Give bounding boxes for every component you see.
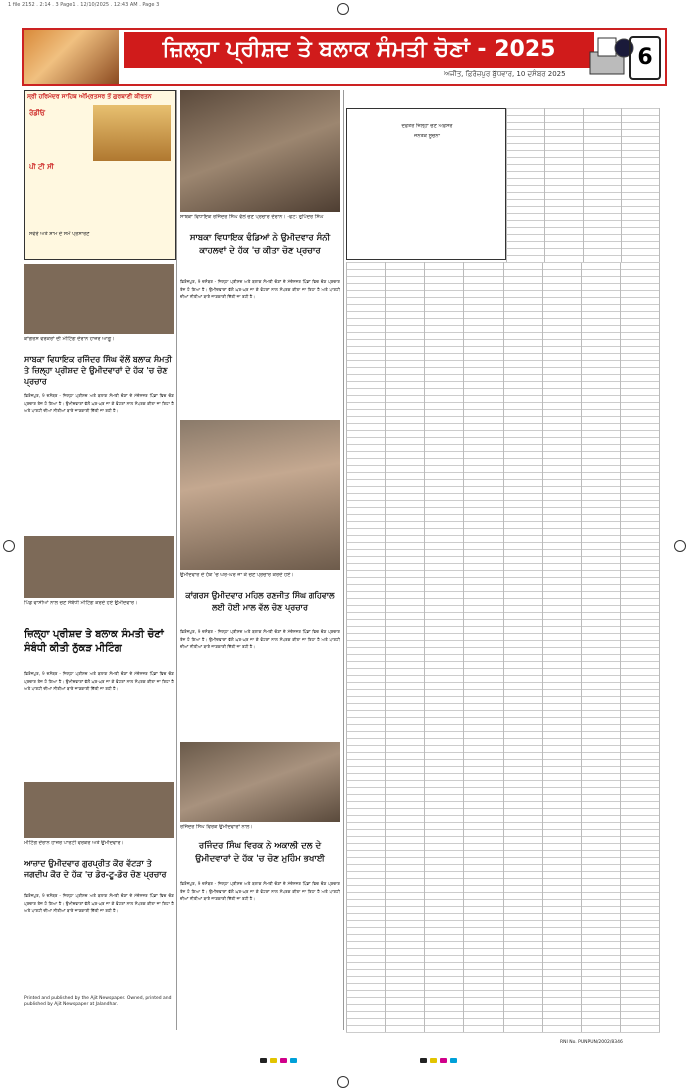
swatch: [430, 1058, 437, 1063]
rni-number: RNI No. PUNPUN/2002/8346: [560, 1040, 623, 1045]
election-results-table: [506, 108, 660, 262]
color-bar: [260, 1058, 297, 1063]
registration-mark-icon: [337, 3, 349, 15]
photo-door-to-door: [180, 420, 340, 570]
caption: ਪਿੰਡ ਵਾਸੀਆਂ ਨਾਲ ਚੋਣ ਸੰਬੰਧੀ ਮੀਟਿੰਗ ਕਰਦੇ ਹੋਏ ਉਮੀਦਵਾਰ।: [24, 600, 138, 606]
ballot-box-icon: [584, 34, 634, 78]
masthead: [22, 28, 667, 86]
color-bar: [420, 1058, 457, 1063]
table-column-rule: [463, 262, 464, 1032]
photo-akali-candidates: [180, 742, 340, 822]
table-column-rule: [620, 262, 621, 1032]
table-column-rule: [581, 262, 582, 1032]
swatch: [420, 1058, 427, 1063]
table-column-rule: [659, 108, 660, 262]
article-body: ਫ਼ਿਰੋਜ਼ਪੁਰ, 9 ਦਸੰਬਰ - ਜ਼ਿਲ੍ਹਾ ਪ੍ਰੀਸ਼ਦ ਅਤੇ ਬਲਾਕ ਸੰਮਤੀ ਚੋਣਾਂ ਦੇ ਮੱਦੇਨਜ਼ਰ ਪਿੰਡਾਂ ਵਿਚ ਚੋਣ ਪ੍ਰਚਾਰ ਤੇਜ਼ ਹੋ ਗਿਆ ਹੈ। ਉਮੀਦਵਾਰਾਂ ਵੱਲੋਂ ਘਰ-ਘਰ ਜਾ ਕੇ ਵੋਟਰਾਂ ਨਾਲ ਸੰਪਰਕ ਕੀਤਾ ਜਾ ਰਿਹਾ ਹੈ ਅਤੇ ਪਾਰਟੀ ਦੀਆਂ ਨੀਤੀਆਂ ਬਾਰੇ ਜਾਣਕਾਰੀ ਦਿੱਤੀ ਜਾ ਰਹੀ ਹੈ।: [24, 893, 174, 913]
swatch: [440, 1058, 447, 1063]
table-column-rule: [424, 262, 425, 1032]
advertisement-box: [24, 90, 176, 260]
election-results-table: [346, 262, 660, 1032]
ad-label-ptc: ਪੀ ਟੀ ਸੀ: [29, 163, 54, 171]
headline: ਜ਼ਿਲ੍ਹਾ ਪ੍ਰੀਸ਼ਦ ਤੇ ਬਲਾਕ ਸੰਮਤੀ ਚੋਣਾਂ ਸੰਬੰਧੀ ਕੀਤੀ ਨੁੱਕੜ ਮੀਟਿੰਗ: [24, 629, 164, 654]
masthead-title: ਜ਼ਿਲ੍ਹਾ ਪ੍ਰੀਸ਼ਦ ਤੇ ਬਲਾਕ ਸੰਮਤੀ ਚੋਣਾਂ - 2025: [124, 32, 594, 68]
swatch: [270, 1058, 277, 1063]
notice-header: ਦਫ਼ਤਰ ਜ਼ਿਲ੍ਹਾ ਚੋਣ ਅਫ਼ਸਰ: [401, 123, 453, 129]
page-number: 6: [629, 36, 661, 80]
table-column-rule: [385, 262, 386, 1032]
registration-mark-icon: [3, 540, 15, 552]
swatch: [450, 1058, 457, 1063]
caption: ਰਜਿੰਦਰ ਸਿੰਘ ਵਿਰਕ ਉਮੀਦਵਾਰਾਂ ਨਾਲ।: [180, 824, 253, 830]
headline: ਆਜ਼ਾਦ ਉਮੀਦਵਾਰ ਗੁਰਪ੍ਰੀਤ ਕੌਰ ਵੱਟੜਾ ਤੇ ਜਗਦੀਪ ਕੌਰ ਦੇ ਹੱਕ 'ਚ ਡੋਰ-ਟੂ-ਡੋਰ ਚੋਣ ਪ੍ਰਚਾਰ: [24, 859, 167, 879]
slug-line: 1 file 2152 . 2:14 . 3 Page1 . 12/10/2025 . 12:43 AM . Page 3: [8, 2, 160, 8]
caption: ਉਮੀਦਵਾਰ ਦੇ ਹੱਕ 'ਚ ਘਰ-ਘਰ ਜਾ ਕੇ ਚੋਣ ਪ੍ਰਚਾਰ ਕਰਦੇ ਹੋਏ।: [180, 572, 294, 578]
caption: ਕਾਂਗਰਸ ਵਰਕਰਾਂ ਦੀ ਮੀਟਿੰਗ ਦੌਰਾਨ ਹਾਜ਼ਰ ਆਗੂ।: [24, 336, 115, 342]
notice-subheader: ਜਨਤਕ ਸੂਚਨਾ: [414, 133, 440, 139]
article-body: ਫ਼ਿਰੋਜ਼ਪੁਰ, 9 ਦਸੰਬਰ - ਜ਼ਿਲ੍ਹਾ ਪ੍ਰੀਸ਼ਦ ਅਤੇ ਬਲਾਕ ਸੰਮਤੀ ਚੋਣਾਂ ਦੇ ਮੱਦੇਨਜ਼ਰ ਪਿੰਡਾਂ ਵਿਚ ਚੋਣ ਪ੍ਰਚਾਰ ਤੇਜ਼ ਹੋ ਗਿਆ ਹੈ। ਉਮੀਦਵਾਰਾਂ ਵੱਲੋਂ ਘਰ-ਘਰ ਜਾ ਕੇ ਵੋਟਰਾਂ ਨਾਲ ਸੰਪਰਕ ਕੀਤਾ ਜਾ ਰਿਹਾ ਹੈ ਅਤੇ ਪਾਰਟੀ ਦੀਆਂ ਨੀਤੀਆਂ ਬਾਰੇ ਜਾਣਕਾਰੀ ਦਿੱਤੀ ਜਾ ਰਹੀ ਹੈ।: [24, 671, 174, 691]
table-column-rule: [583, 108, 584, 262]
table-column-rule: [503, 262, 504, 1032]
public-notice: [346, 108, 506, 260]
table-rule: [346, 1032, 660, 1033]
ad-note: ਸਵੇਰੇ ਅਤੇ ਸ਼ਾਮ ਦੇ ਸਮੇਂ ਪ੍ਰਸਾਰਣ: [29, 231, 90, 237]
photo-village-meeting: [24, 536, 174, 598]
table-column-rule: [346, 262, 347, 1032]
headline: ਸਾਬਕਾ ਵਿਧਾਇਕ ਢੰਡਿਆਂ ਨੇ ਉਮੀਦਵਾਰ ਸੰਨੀ ਕਾਹਲਵਾਂ ਦੇ ਹੱਕ 'ਚ ਕੀਤਾ ਚੋਣ ਪ੍ਰਚਾਰ: [189, 233, 331, 256]
caption: ਮੀਟਿੰਗ ਦੌਰਾਨ ਹਾਜ਼ਰ ਪਾਰਟੀ ਵਰਕਰ ਅਤੇ ਉਮੀਦਵਾਰ।: [24, 840, 124, 846]
swatch: [260, 1058, 267, 1063]
golden-temple-photo: [93, 105, 171, 161]
article-body: ਫ਼ਿਰੋਜ਼ਪੁਰ, 9 ਦਸੰਬਰ - ਜ਼ਿਲ੍ਹਾ ਪ੍ਰੀਸ਼ਦ ਅਤੇ ਬਲਾਕ ਸੰਮਤੀ ਚੋਣਾਂ ਦੇ ਮੱਦੇਨਜ਼ਰ ਪਿੰਡਾਂ ਵਿਚ ਚੋਣ ਪ੍ਰਚਾਰ ਤੇਜ਼ ਹੋ ਗਿਆ ਹੈ। ਉਮੀਦਵਾਰਾਂ ਵੱਲੋਂ ਘਰ-ਘਰ ਜਾ ਕੇ ਵੋਟਰਾਂ ਨਾਲ ਸੰਪਰਕ ਕੀਤਾ ਜਾ ਰਿਹਾ ਹੈ ਅਤੇ ਪਾਰਟੀ ਦੀਆਂ ਨੀਤੀਆਂ ਬਾਰੇ ਜਾਣਕਾਰੀ ਦਿੱਤੀ ਜਾ ਰਹੀ ਹੈ।: [180, 629, 340, 649]
table-column-rule: [621, 108, 622, 262]
article-body: ਫ਼ਿਰੋਜ਼ਪੁਰ, 9 ਦਸੰਬਰ - ਜ਼ਿਲ੍ਹਾ ਪ੍ਰੀਸ਼ਦ ਅਤੇ ਬਲਾਕ ਸੰਮਤੀ ਚੋਣਾਂ ਦੇ ਮੱਦੇਨਜ਼ਰ ਪਿੰਡਾਂ ਵਿਚ ਚੋਣ ਪ੍ਰਚਾਰ ਤੇਜ਼ ਹੋ ਗਿਆ ਹੈ। ਉਮੀਦਵਾਰਾਂ ਵੱਲੋਂ ਘਰ-ਘਰ ਜਾ ਕੇ ਵੋਟਰਾਂ ਨਾਲ ਸੰਪਰਕ ਕੀਤਾ ਜਾ ਰਿਹਾ ਹੈ ਅਤੇ ਪਾਰਟੀ ਦੀਆਂ ਨੀਤੀਆਂ ਬਾਰੇ ਜਾਣਕਾਰੀ ਦਿੱਤੀ ਜਾ ਰਹੀ ਹੈ।: [24, 393, 174, 413]
headline: ਸਾਬਕਾ ਵਿਧਾਇਕ ਰਜਿੰਦਰ ਸਿੰਘ ਵੱਲੋਂ ਬਲਾਕ ਸੰਮਤੀ ਤੇ ਜ਼ਿਲ੍ਹਾ ਪ੍ਰੀਸ਼ਦ ਦੇ ਉਮੀਦਵਾਰਾਂ ਦੇ ਹੱਕ 'ਚ ਚੋਣ ਪ੍ਰਚਾਰ: [24, 355, 172, 386]
registration-mark-icon: [674, 540, 686, 552]
headline: ਕਾਂਗਰਸ ਉਮੀਦਵਾਰ ਮਹਿਲ ਰਣਜੀਤ ਸਿੰਘ ਗਹਿਵਾਲ ਲਈ ਹੋਈ ਮਾਲ ਵੱਲ ਚੋਣ ਪ੍ਰਚਾਰ: [185, 591, 335, 612]
table-column-rule: [506, 108, 507, 262]
table-rule: [506, 262, 660, 263]
photo-campaign-crowd: [180, 90, 340, 212]
swatch: [290, 1058, 297, 1063]
photo-congress-meeting: [24, 264, 174, 334]
column-rule: [343, 90, 344, 1030]
imprint: Printed and published by the Ajit Newspaper. Owned, printed and published by Ajit Newspaper at Jalandhar.: [24, 996, 172, 1007]
masthead-date: ਅਜੀਤ, ਫ਼ਿਰੋਜ਼ਪੁਰ ਬੁੱਧਵਾਰ, 10 ਦਸੰਬਰ 2025: [444, 70, 566, 78]
caption: ਸਾਬਕਾ ਵਿਧਾਇਕ ਰਜਿੰਦਰ ਸਿੰਘ ਵੱਲੋਂ ਚੋਣ ਪ੍ਰਚਾਰ ਦੌਰਾਨ। -ਫੋਟੋ: ਰੁਪਿੰਦਰ ਸਿੰਘ: [180, 214, 324, 220]
ad-label-radio: ਰੇਡੀਓ: [29, 109, 46, 117]
article-body: ਫ਼ਿਰੋਜ਼ਪੁਰ, 9 ਦਸੰਬਰ - ਜ਼ਿਲ੍ਹਾ ਪ੍ਰੀਸ਼ਦ ਅਤੇ ਬਲਾਕ ਸੰਮਤੀ ਚੋਣਾਂ ਦੇ ਮੱਦੇਨਜ਼ਰ ਪਿੰਡਾਂ ਵਿਚ ਚੋਣ ਪ੍ਰਚਾਰ ਤੇਜ਼ ਹੋ ਗਿਆ ਹੈ। ਉਮੀਦਵਾਰਾਂ ਵੱਲੋਂ ਘਰ-ਘਰ ਜਾ ਕੇ ਵੋਟਰਾਂ ਨਾਲ ਸੰਪਰਕ ਕੀਤਾ ਜਾ ਰਿਹਾ ਹੈ ਅਤੇ ਪਾਰਟੀ ਦੀਆਂ ਨੀਤੀਆਂ ਬਾਰੇ ਜਾਣਕਾਰੀ ਦਿੱਤੀ ਜਾ ਰਹੀ ਹੈ।: [180, 881, 340, 901]
registration-mark-icon: [337, 1076, 349, 1088]
table-column-rule: [542, 262, 543, 1032]
column-rule: [176, 90, 177, 1030]
ad-heading: ਸ੍ਰੀ ਹਰਿਮੰਦਰ ਸਾਹਿਬ ਅੰਮ੍ਰਿਤਸਰ ਤੋਂ ਗੁਰਬਾਣੀ ਕੀਰਤਨ: [27, 93, 152, 100]
table-column-rule: [659, 262, 660, 1032]
headline: ਰਜਿੰਦਰ ਸਿੰਘ ਵਿਰਕ ਨੇ ਅਕਾਲੀ ਦਲ ਦੇ ਉਮੀਦਵਾਰਾਂ ਦੇ ਹੱਕ 'ਚ ਚੋਣ ਮੁਹਿੰਮ ਭਖਾਈ: [195, 841, 325, 864]
masthead-photo: [24, 30, 119, 84]
table-column-rule: [544, 108, 545, 262]
article-body: ਫ਼ਿਰੋਜ਼ਪੁਰ, 9 ਦਸੰਬਰ - ਜ਼ਿਲ੍ਹਾ ਪ੍ਰੀਸ਼ਦ ਅਤੇ ਬਲਾਕ ਸੰਮਤੀ ਚੋਣਾਂ ਦੇ ਮੱਦੇਨਜ਼ਰ ਪਿੰਡਾਂ ਵਿਚ ਚੋਣ ਪ੍ਰਚਾਰ ਤੇਜ਼ ਹੋ ਗਿਆ ਹੈ। ਉਮੀਦਵਾਰਾਂ ਵੱਲੋਂ ਘਰ-ਘਰ ਜਾ ਕੇ ਵੋਟਰਾਂ ਨਾਲ ਸੰਪਰਕ ਕੀਤਾ ਜਾ ਰਿਹਾ ਹੈ ਅਤੇ ਪਾਰਟੀ ਦੀਆਂ ਨੀਤੀਆਂ ਬਾਰੇ ਜਾਣਕਾਰੀ ਦਿੱਤੀ ਜਾ ਰਹੀ ਹੈ।: [180, 279, 340, 299]
photo-meeting-workers: [24, 782, 174, 838]
swatch: [280, 1058, 287, 1063]
